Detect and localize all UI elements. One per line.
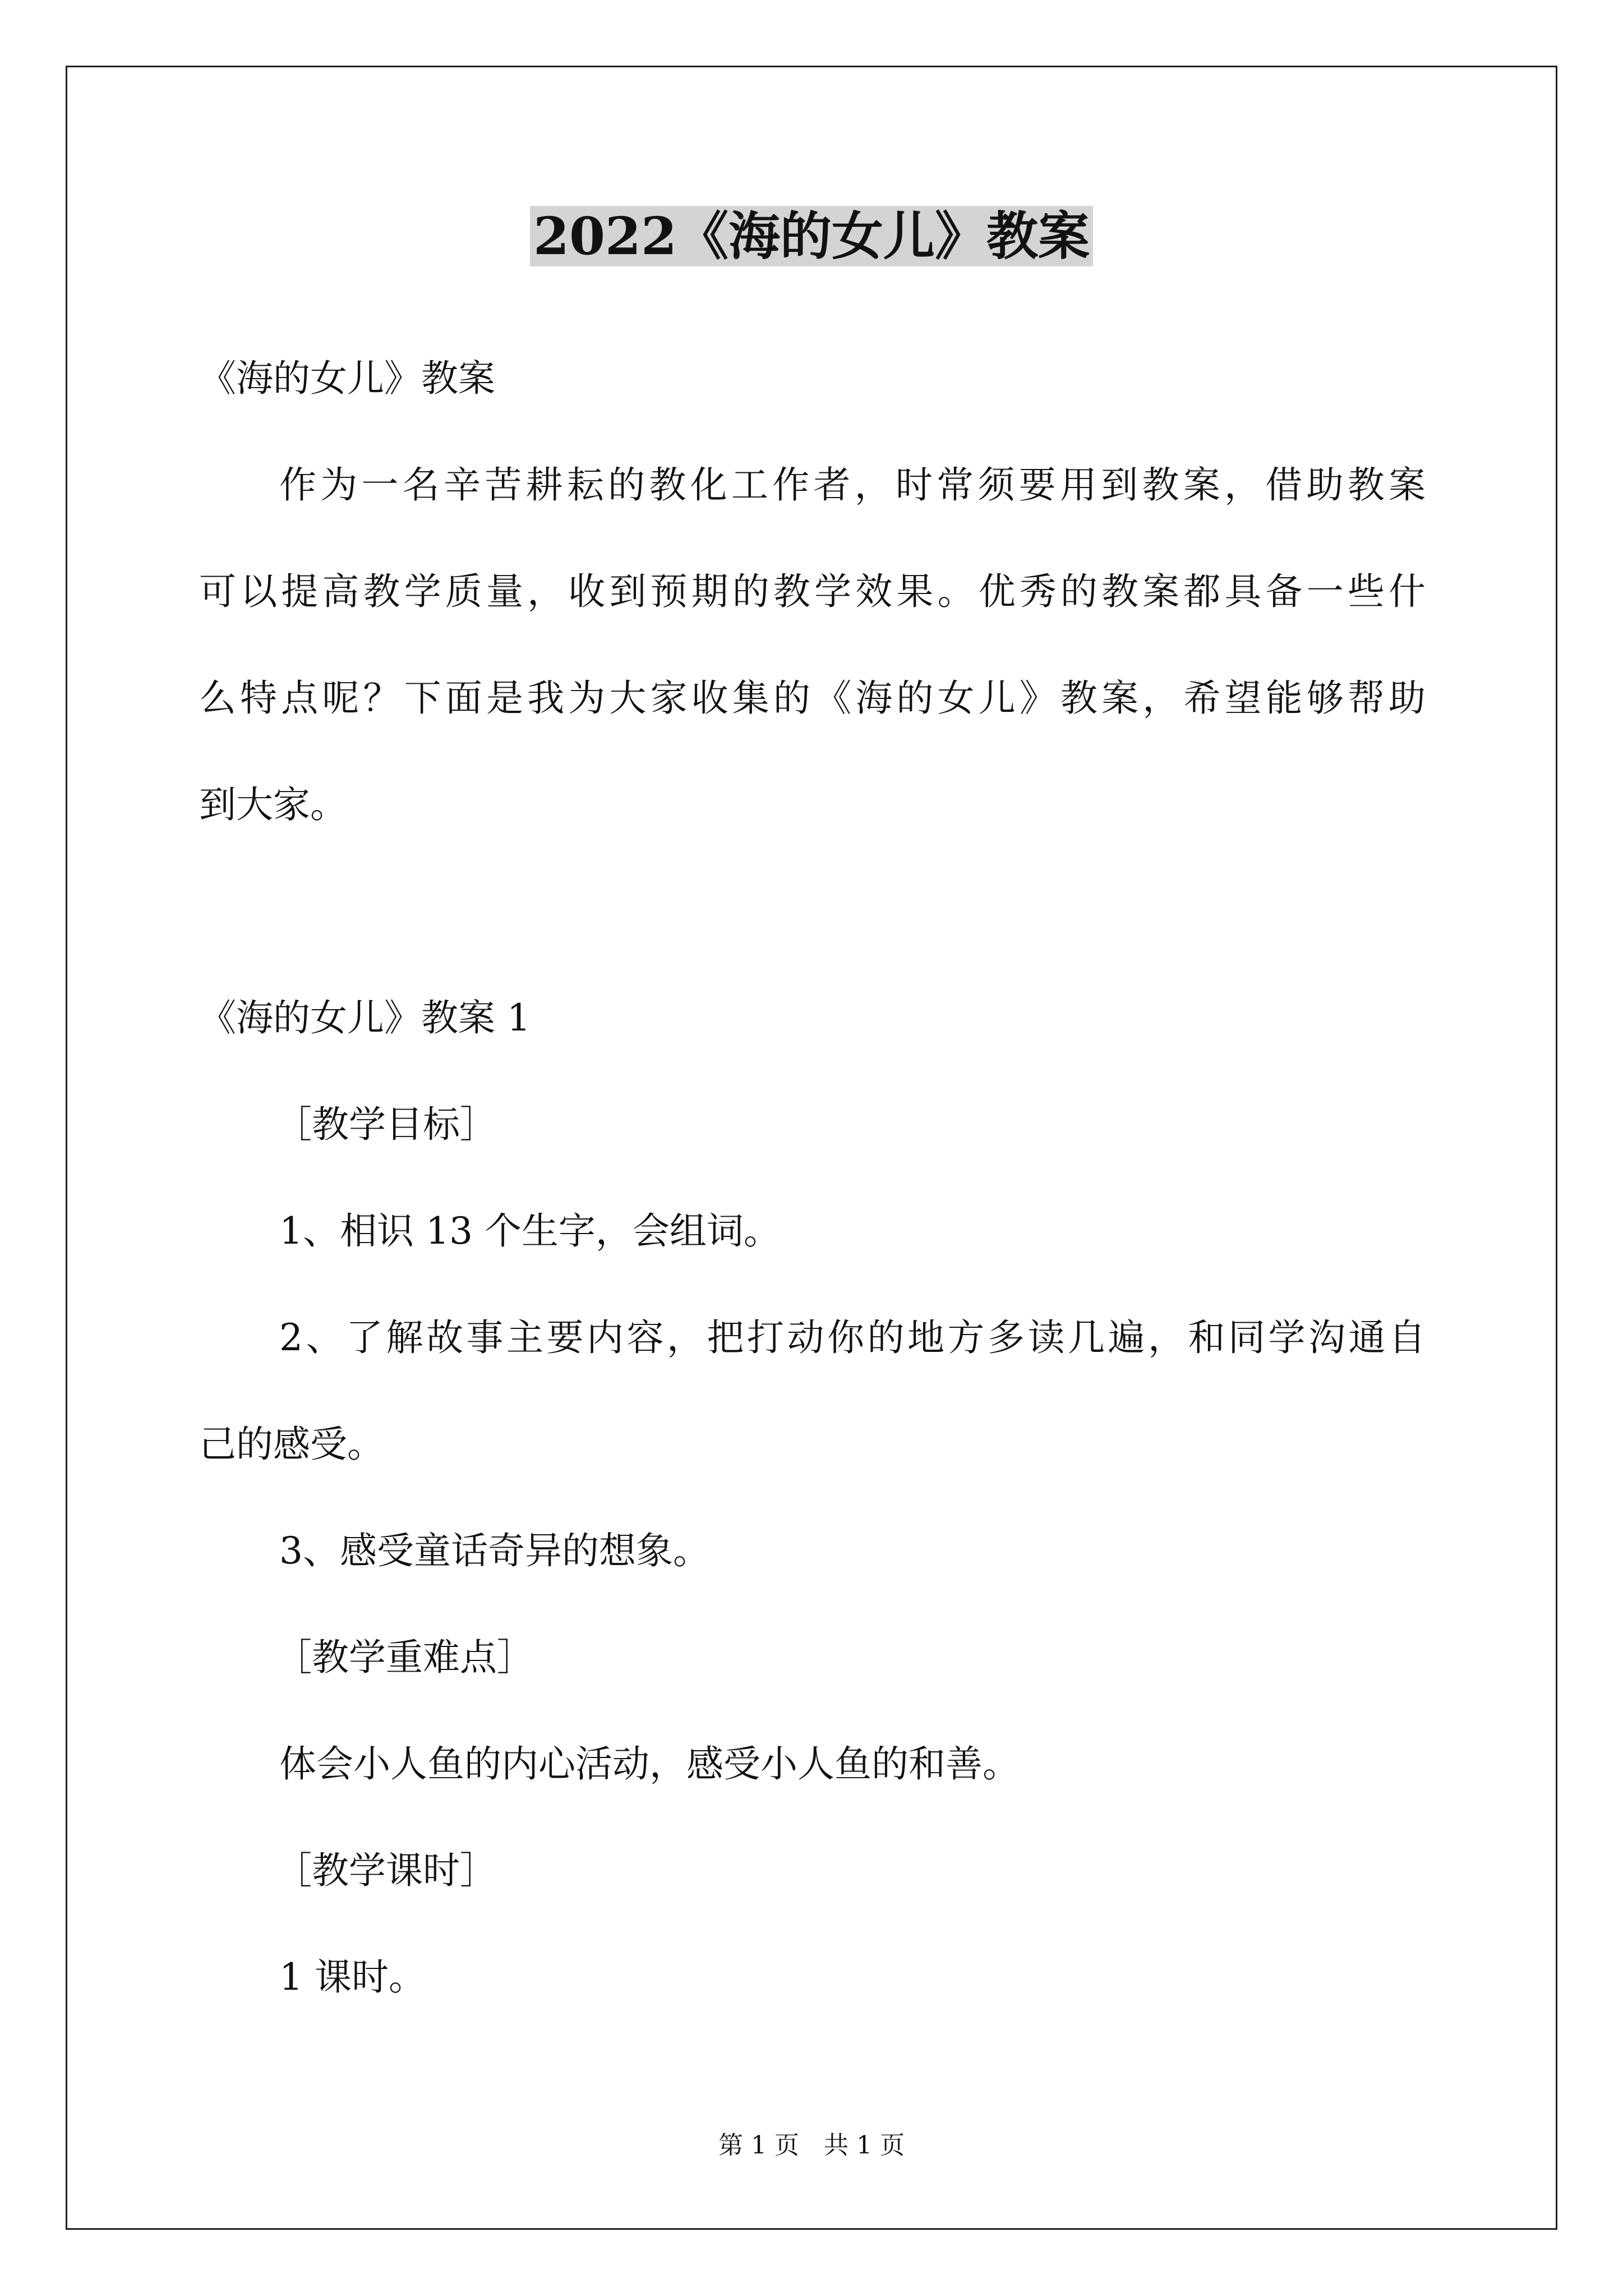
goal-item-2-line-2: 己的感受。 [199, 1423, 384, 1466]
class-hours-heading: ［教学课时］ [275, 1849, 497, 1892]
intro-paragraph-line-4: 到大家。 [199, 783, 347, 826]
section-heading: 《海的女儿》教案 1 [199, 996, 531, 1039]
goal-item-3: 3、感受童话奇异的想象。 [279, 1529, 710, 1572]
goals-heading: ［教学目标］ [275, 1103, 497, 1146]
goal-item-2-line-1: 2、了解故事主要内容，把打动你的地方多读几遍，和同学沟通自 [279, 1316, 1426, 1359]
intro-heading: 《海的女儿》教案 [199, 357, 495, 400]
key-points-text: 体会小人鱼的内心活动，感受小人鱼的和善。 [279, 1742, 1020, 1786]
intro-paragraph-line-3: 么特点呢？下面是我为大家收集的《海的女儿》教案，希望能够帮助 [199, 677, 1426, 720]
intro-paragraph-line-1: 作为一名辛苦耕耘的教化工作者，时常须要用到教案，借助教案 [279, 463, 1426, 507]
key-points-heading: ［教学重难点］ [275, 1636, 534, 1679]
document-title-text: 2022《海的女儿》教案 [530, 206, 1093, 266]
goal-item-1: 1、相识 13 个生字，会组词。 [279, 1209, 781, 1253]
intro-paragraph-line-2: 可以提高教学质量，收到预期的教学效果。优秀的教案都具备一些什 [199, 570, 1426, 613]
page-number-footer: 第 1 页 共 1 页 [718, 2131, 905, 2160]
document-title [0, 200, 1623, 273]
class-hours-text: 1 课时。 [279, 1955, 426, 1999]
